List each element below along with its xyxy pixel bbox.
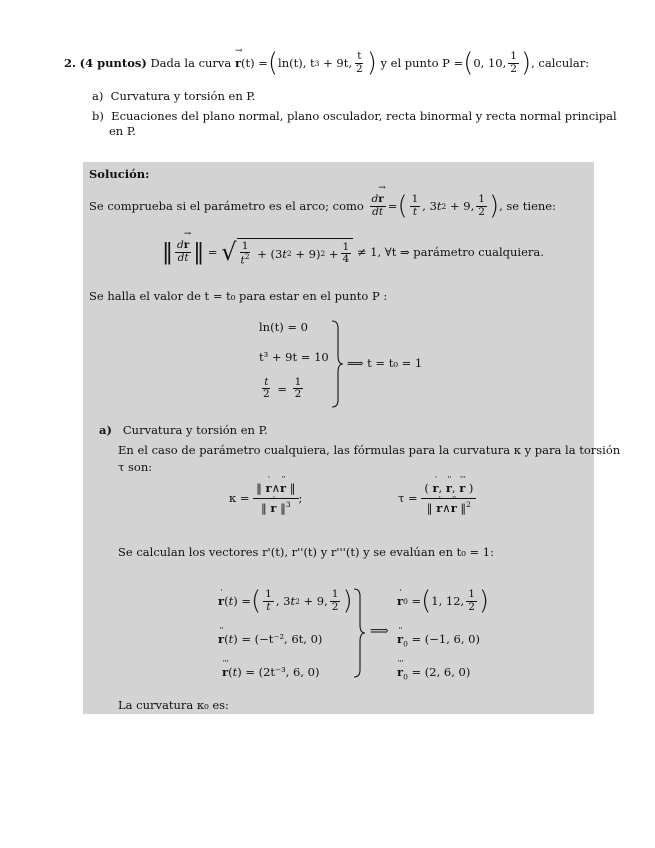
part-a-text2: τ son: xyxy=(118,460,153,474)
system-eq1: ln(t) = 0 xyxy=(259,320,308,334)
vectors-brace xyxy=(352,588,366,678)
curve-comp1: ln(t), t xyxy=(278,56,315,70)
problem-points: (4 puntos) xyxy=(79,56,147,70)
point-lhs: P = xyxy=(442,56,464,70)
rdot-eq: · r ( t ) = ( $\frac{1}{t}$ , 3 t 2 + 9, $\frac{1}{2}$ ) xyxy=(218,586,353,616)
item-a: a) Curvatura y torsión en P. xyxy=(92,89,256,103)
curve-vector: → r xyxy=(234,46,243,70)
problem-intro: Dada la curva xyxy=(150,56,232,70)
curve-frac: $\frac{t}{2}$ xyxy=(356,50,363,75)
system-eq2: t³ + 9t = 10 xyxy=(259,350,329,364)
kappa-formula: κ = ‖ · r∧ ·· r ‖ ‖ · r ‖$^3$ ; xyxy=(229,473,303,515)
point-frac: $\frac{1}{2}$ xyxy=(510,50,517,75)
problem-number: 2. xyxy=(64,56,77,70)
rdot0-eq: · r 0 = ( 1, 12, $\frac{1}{2}$ ) xyxy=(397,586,490,616)
system-brace xyxy=(330,320,344,408)
rddot0-eq: ·· $r_0 = (-1$, 6, 0) xyxy=(397,624,480,649)
system-eq3: $\frac{t}{2}$ = $\frac{1}{2}$ xyxy=(263,376,302,401)
item-b: b) Ecuaciones del plano normal, plano osculador, recta binormal y recta normal principal xyxy=(92,109,617,123)
system-result: ⟹ t = t₀ = 1 xyxy=(347,356,423,370)
rddot-eq: ·· r(t) = (−t⁻², 6t, 0) xyxy=(218,624,323,646)
norm-equation: ‖ d → r dt ‖ = √ $\frac{1}{t^2}$ + (3 t 2 + 9) 2 + $\frac{1}{4}$ ≠ 1, ∀t ⇒ parámetro cualquiera. xyxy=(162,229,544,267)
part-a-text1: En el caso de parámetro cualquiera, las fórmulas para la curvatura κ y para la torsión xyxy=(118,443,621,457)
solution-line2: Se halla el valor de t = t₀ para estar en el punto P : xyxy=(89,289,388,303)
point-text: y el punto xyxy=(380,56,439,70)
item-b-cont: en P. xyxy=(109,124,136,138)
norm-result: ≠ 1, ∀t ⇒ parámetro cualquiera. xyxy=(356,245,544,259)
solution-title: Solución: xyxy=(89,167,150,181)
vectors-implies: ⟹ xyxy=(370,624,389,639)
problem-tail: , calcular: xyxy=(531,56,590,70)
curve-lhs: (t) = xyxy=(241,56,268,70)
tau-formula: τ = ( · r, ·· r, ··· r ) ‖ · r∧ ·· r ‖$^2$ xyxy=(398,470,476,526)
curve-comp2: + 9t, xyxy=(323,56,352,70)
dr-dt-frac: d → r dt xyxy=(371,183,386,218)
point-vals: 0, 10, xyxy=(473,56,507,70)
rdddot0-eq: ··· $r_0 = (2$, 6, 0) xyxy=(397,657,471,682)
curve-exp1: 3 xyxy=(314,58,320,68)
vectors-text: Se calculan los vectores r'(t), r''(t) y r'''(t) y se evalúan en t₀ = 1: xyxy=(118,545,494,559)
part-a-heading: a) Curvatura y torsión en P. xyxy=(99,423,268,437)
problem-statement: 2. (4 puntos) Dada la curva → r (t) = ( ln(t), t 3 + 9t, $\frac{t}{2}$ ) y el punto P = ( 0, 10, $\frac{1}{2}$ ) , calcular: xyxy=(64,46,590,78)
rdddot-eq: ··· r(t) = (2t⁻³, 6, 0) xyxy=(222,657,320,679)
solution-line1: Se comprueba si el parámetro es el arco; como d → r dt = ( $\frac{1}{t}$ , 3 t 2 + 9, $\frac{1}{2}$ ) , se tiene: xyxy=(89,183,556,221)
curvature-line: La curvatura κ₀ es: xyxy=(118,698,229,712)
